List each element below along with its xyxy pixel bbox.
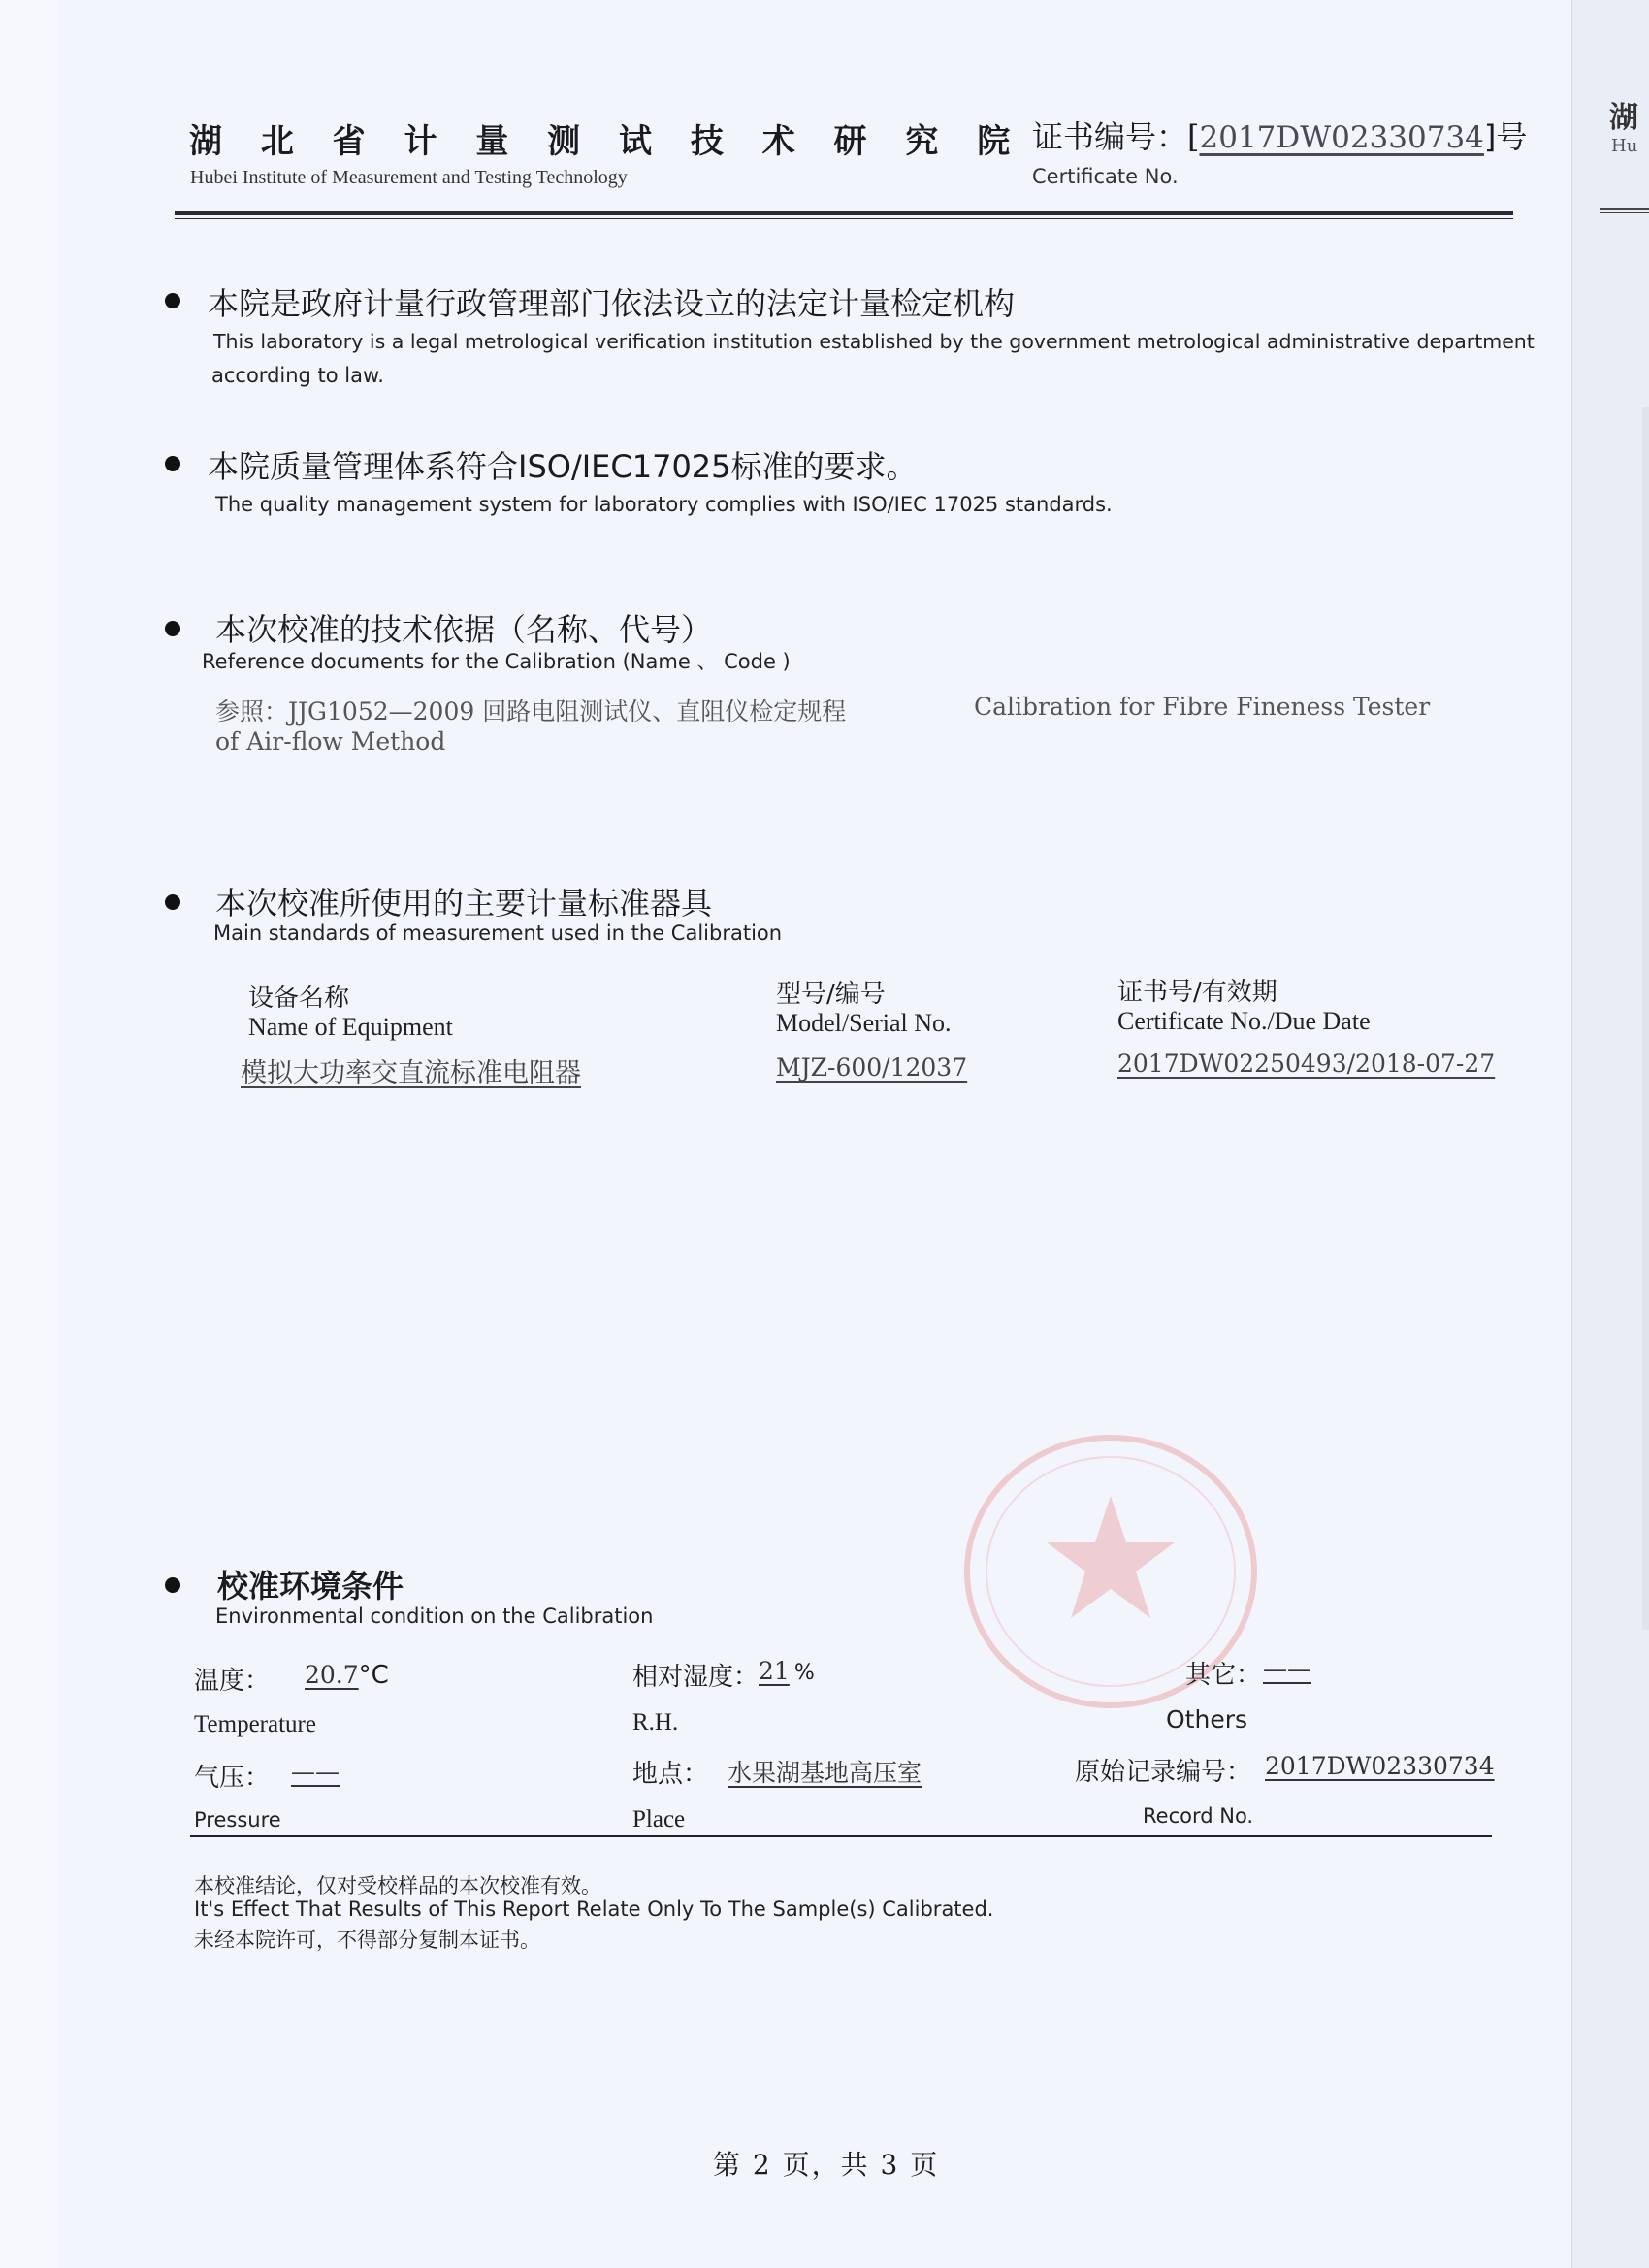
next-page-shadow	[1642, 407, 1649, 1630]
record-label-en: Record No.	[1143, 1804, 1254, 1828]
column-header-model-cn: 型号/编号	[776, 980, 886, 1009]
reference-line-1-cn: 参照：JJG1052—2009 回路电阻测试仪、直阻仪检定规程	[215, 697, 847, 726]
standard-equipment-name: 模拟大功率交直流标准电阻器	[241, 1058, 581, 1088]
reference-heading-en: Reference documents for the Calibration (Name 、 Code )	[202, 650, 791, 673]
humidity-value: 21	[759, 1657, 790, 1685]
next-page-fragment-en: Hu	[1611, 136, 1638, 156]
column-header-certificate-cn: 证书号/有效期	[1117, 978, 1277, 1007]
column-header-certificate-en: Certificate No./Due Date	[1117, 1007, 1371, 1035]
humidity-reading	[759, 1657, 815, 1685]
header-rule-thick	[175, 211, 1513, 215]
others-label-en: Others	[1166, 1705, 1248, 1733]
standards-heading-en: Main standards of measurement used in the Calibration	[213, 922, 783, 945]
next-page-rule	[1600, 208, 1649, 213]
certificate-number-value: 2017DW02330734	[1199, 120, 1484, 155]
record-value: 2017DW02330734	[1265, 1752, 1495, 1780]
next-page-edge	[1571, 0, 1649, 2268]
note-validity-en: It's Effect That Results of This Report Relate Only To The Sample(s) Calibrated.	[194, 1897, 994, 1921]
certificate-bracket-open: [	[1187, 118, 1200, 155]
statement-2-en: The quality management system for laboratory complies with ISO/IEC 17025 standards.	[215, 493, 1113, 516]
note-copy-restriction: 未经本院许可，不得部分复制本证书。	[194, 1928, 540, 1952]
standards-heading-cn: 本次校准所使用的主要计量标准器具	[215, 885, 713, 922]
institute-name-en: Hubei Institute of Measurement and Testing Technology	[190, 167, 628, 188]
temperature-value: 20.7	[305, 1661, 359, 1689]
reference-line-1-en: Calibration for Fibre Fineness Tester	[974, 693, 1431, 721]
place-label-en: Place	[632, 1806, 686, 1832]
place-value: 水果湖基地高压室	[728, 1759, 922, 1787]
column-header-equipment-en: Name of Equipment	[248, 1013, 453, 1041]
standard-certificate-due: 2017DW02250493/2018-07-27	[1117, 1050, 1496, 1078]
certificate-label-en: Certificate No.	[1032, 165, 1179, 188]
bullet-icon	[165, 621, 180, 636]
place-label-cn: 地点：	[632, 1760, 709, 1789]
certificate-number	[1032, 113, 1527, 157]
pressure-label-cn: 气压：	[194, 1764, 271, 1793]
others-value: ——	[1263, 1655, 1311, 1683]
column-header-equipment-cn: 设备名称	[248, 984, 350, 1013]
column-header-model-en: Model/Serial No.	[776, 1009, 952, 1037]
temperature-label-en: Temperature	[194, 1711, 316, 1737]
humidity-label-en: R.H.	[632, 1709, 679, 1735]
bullet-icon	[165, 293, 180, 308]
pressure-value: ——	[291, 1758, 340, 1786]
certificate-label-cn: 证书编号：	[1032, 118, 1188, 155]
footer-rule	[190, 1835, 1492, 1837]
next-page-fragment-cn: 湖	[1609, 101, 1638, 135]
others-label-cn: 其它：	[1185, 1661, 1262, 1690]
humidity-label-cn: 相对湿度：	[632, 1663, 760, 1692]
page-number: 第 2 页，共 3 页	[713, 2149, 940, 2181]
reference-line-2: of Air-flow Method	[215, 728, 446, 756]
temperature-unit: °C	[358, 1661, 389, 1690]
statement-1-en-line1: This laboratory is a legal metrological verification institution established by the government metrological administrative department	[213, 330, 1535, 353]
bullet-icon	[165, 894, 180, 910]
reference-heading-cn: 本次校准的技术依据（名称、代号）	[215, 611, 713, 648]
environment-heading-cn: 校准环境条件	[217, 1568, 404, 1604]
temperature-reading	[305, 1661, 389, 1690]
environment-heading-en: Environmental condition on the Calibration	[215, 1604, 654, 1628]
record-label-cn: 原始记录编号：	[1075, 1758, 1252, 1787]
certificate-bracket-close: ]号	[1483, 118, 1528, 155]
bullet-icon	[165, 456, 180, 471]
standard-model-serial: MJZ-600/12037	[776, 1053, 968, 1082]
statement-1-en-line2: according to law.	[211, 364, 384, 387]
institute-name-cn: 湖 北 省 计 量 测 试 技 术 研 究 院	[189, 122, 1024, 161]
humidity-unit: %	[793, 1661, 815, 1685]
pressure-label-en: Pressure	[194, 1808, 281, 1831]
bullet-icon	[165, 1577, 180, 1593]
statement-1-cn: 本院是政府计量行政管理部门依法设立的法定计量检定机构	[208, 285, 1016, 322]
note-validity-cn: 本校准结论，仅对受校样品的本次校准有效。	[194, 1874, 601, 1897]
header-rule-thin	[175, 218, 1513, 219]
temperature-label-cn: 温度：	[194, 1667, 271, 1696]
statement-2-cn: 本院质量管理体系符合ISO/IEC17025标准的要求。	[208, 448, 918, 485]
